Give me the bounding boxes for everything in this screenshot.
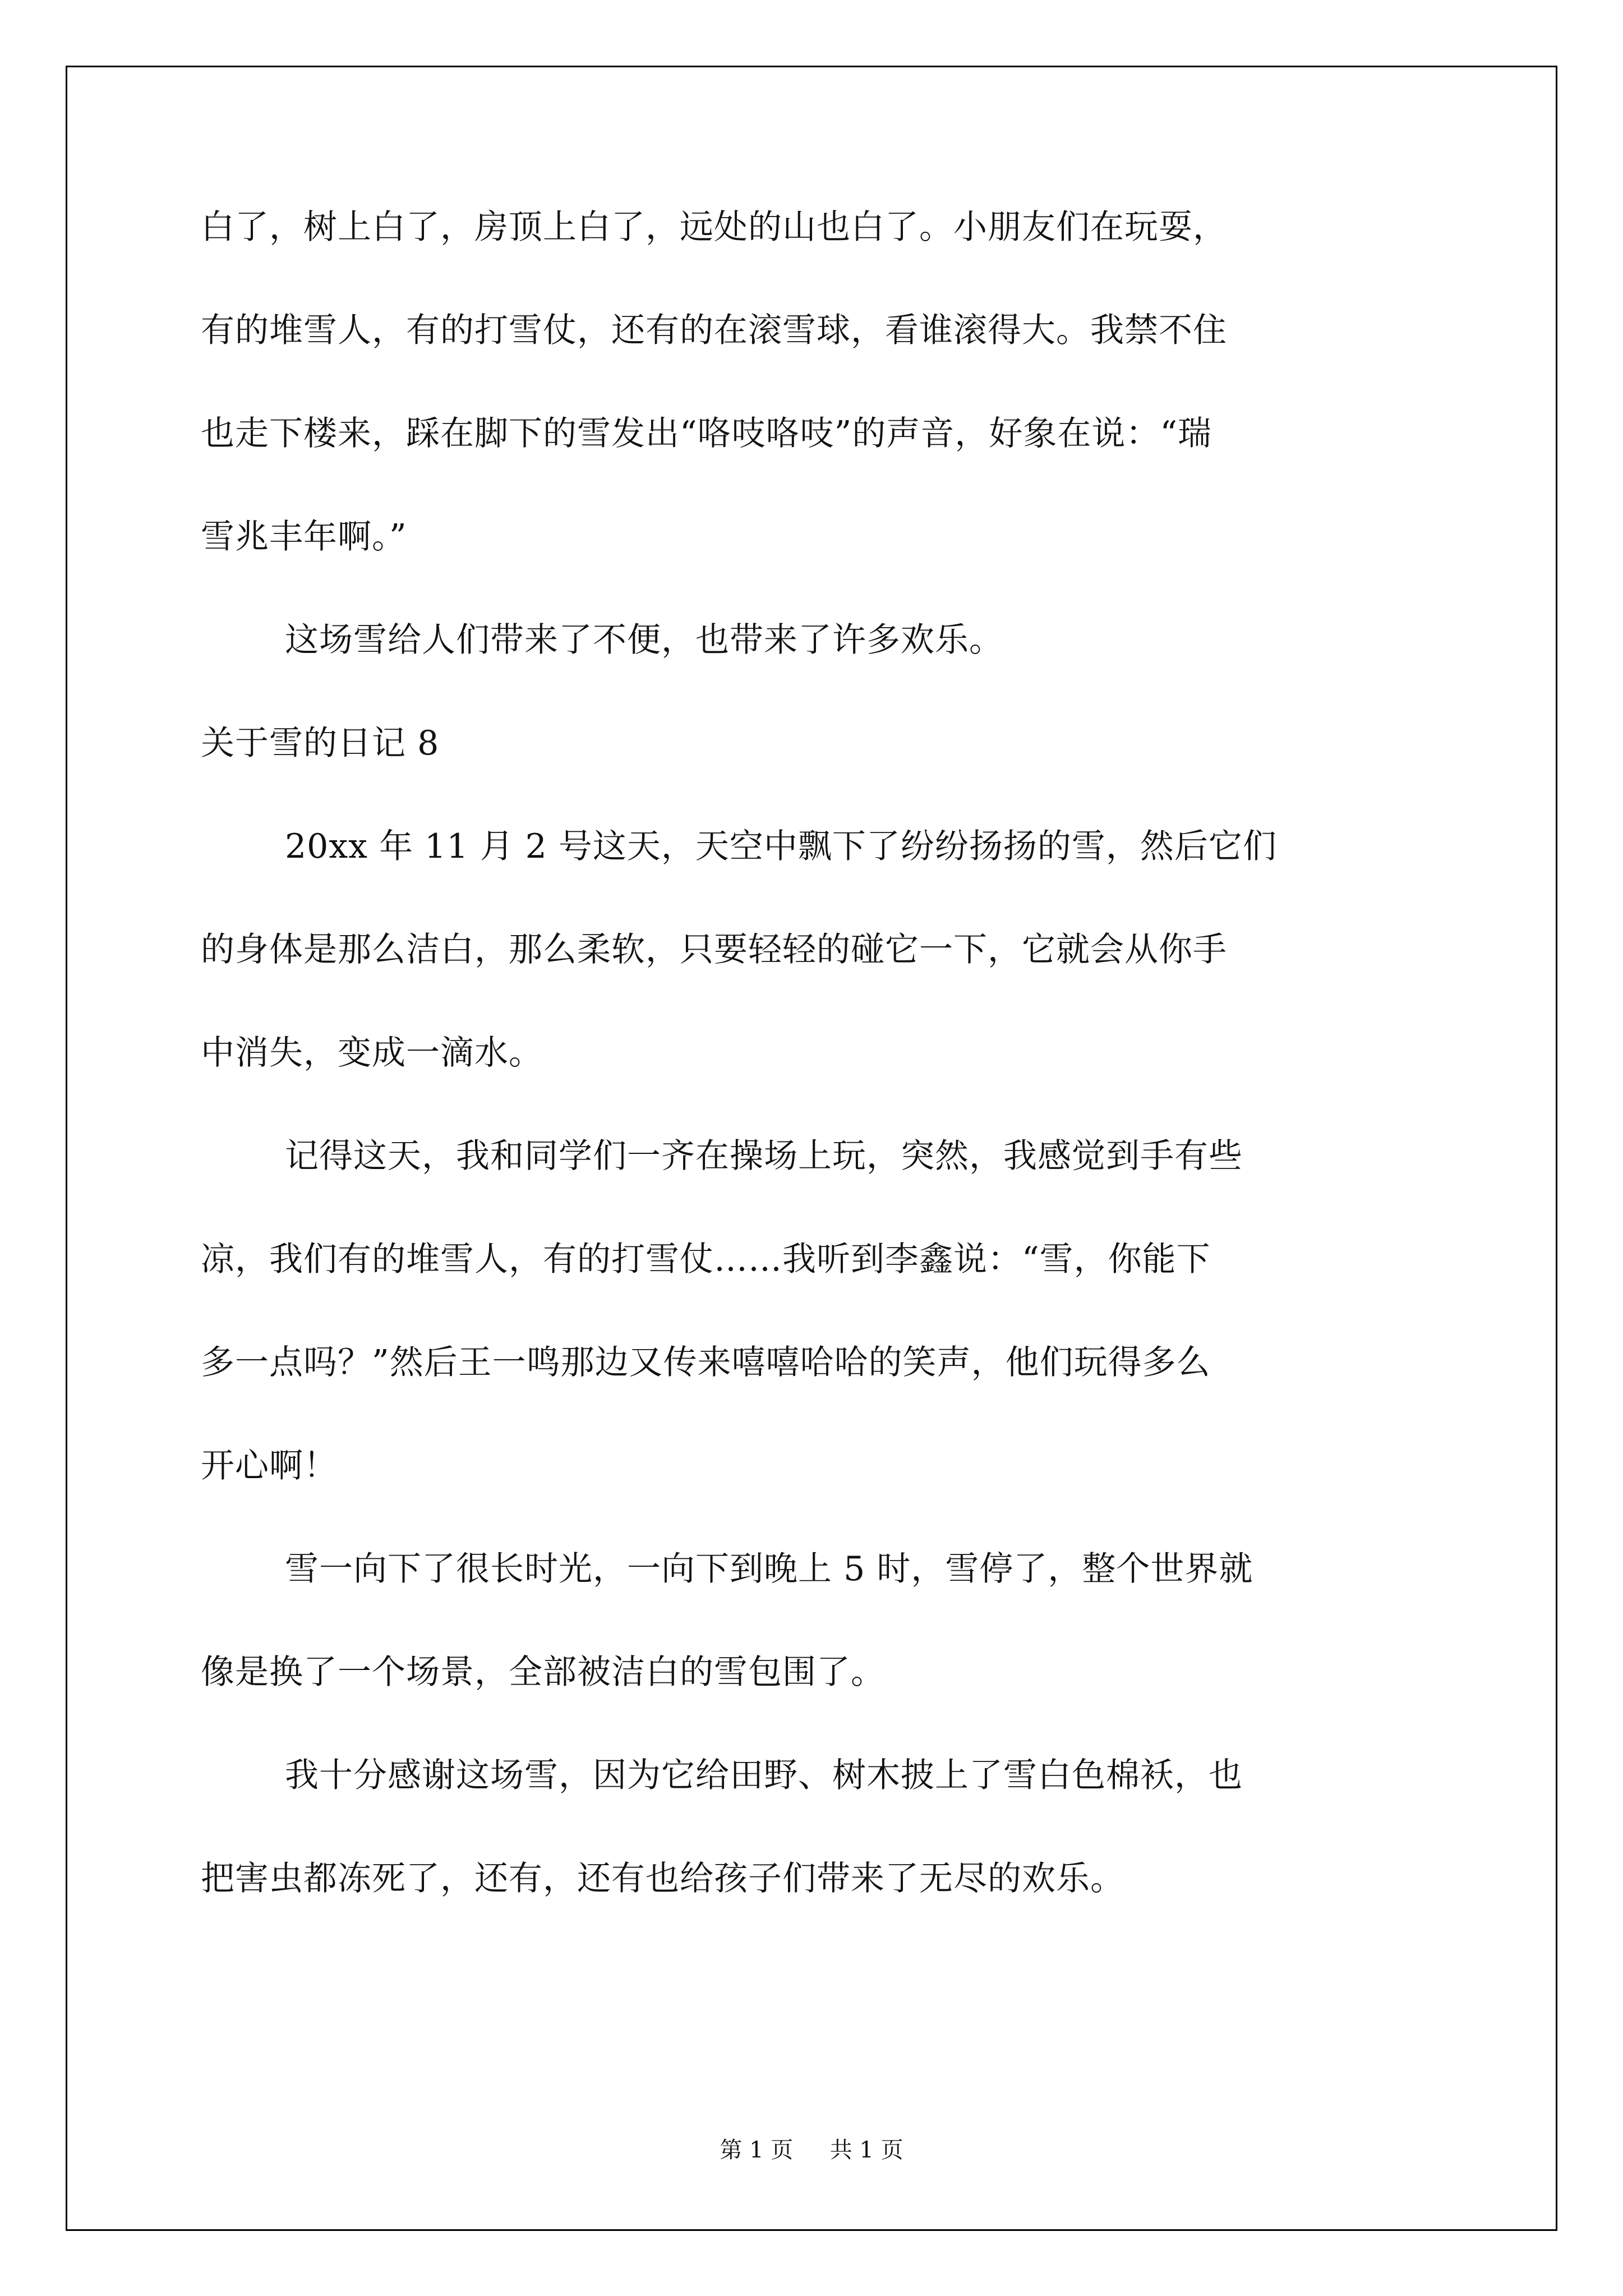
section-heading: 关于雪的日记 8 <box>201 724 440 763</box>
text-line: 雪兆丰年啊。” <box>201 517 407 556</box>
text-line: 把害虫都冻死了，还有，还有也给孩子们带来了无尽的欢乐。 <box>201 1859 1124 1898</box>
page-number: 第 1 页 <box>720 2137 794 2163</box>
text-line: 也走下楼来，踩在脚下的雪发出“咯吱咯吱”的声音，好象在说：“瑞 <box>201 414 1212 453</box>
paragraph-line: 雪一向下了很长时光，一向下到晚上 5 时，雪停了，整个世界就 <box>285 1549 1253 1589</box>
text-line: 白了，树上白了，房顶上白了，远处的山也白了。小朋友们在玩耍， <box>201 208 1227 247</box>
page-footer <box>0 2136 1623 2164</box>
text-line: 像是换了一个场景，全部被洁白的雪包围了。 <box>201 1653 885 1692</box>
paragraph-line: 记得这天，我和同学们一齐在操场上玩，突然，我感觉到手有些 <box>285 1137 1243 1176</box>
text-line: 凉，我们有的堆雪人，有的打雪仗……我听到李鑫说：“雪，你能下 <box>201 1240 1211 1279</box>
paragraph-line: 我十分感谢这场雪，因为它给田野、树木披上了雪白色棉袄，也 <box>285 1756 1243 1795</box>
text-line: 多一点吗？”然后王一鸣那边又传来嘻嘻哈哈的笑声，他们玩得多么 <box>201 1343 1211 1382</box>
text-line: 的身体是那么洁白，那么柔软，只要轻轻的碰它一下，它就会从你手 <box>201 930 1227 969</box>
document-body <box>201 202 1429 1957</box>
text-line: 中消失，变成一滴水。 <box>201 1033 543 1073</box>
page-total: 共 1 页 <box>829 2137 903 2163</box>
text-line: 有的堆雪人，有的打雪仗，还有的在滚雪球，看谁滚得大。我禁不住 <box>201 311 1227 350</box>
paragraph-line: 这场雪给人们带来了不便，也带来了许多欢乐。 <box>285 620 1003 660</box>
text-line: 开心啊！ <box>201 1446 338 1485</box>
paragraph-line: 20xx 年 11 月 2 号这天，天空中飘下了纷纷扬扬的雪，然后它们 <box>285 827 1277 866</box>
